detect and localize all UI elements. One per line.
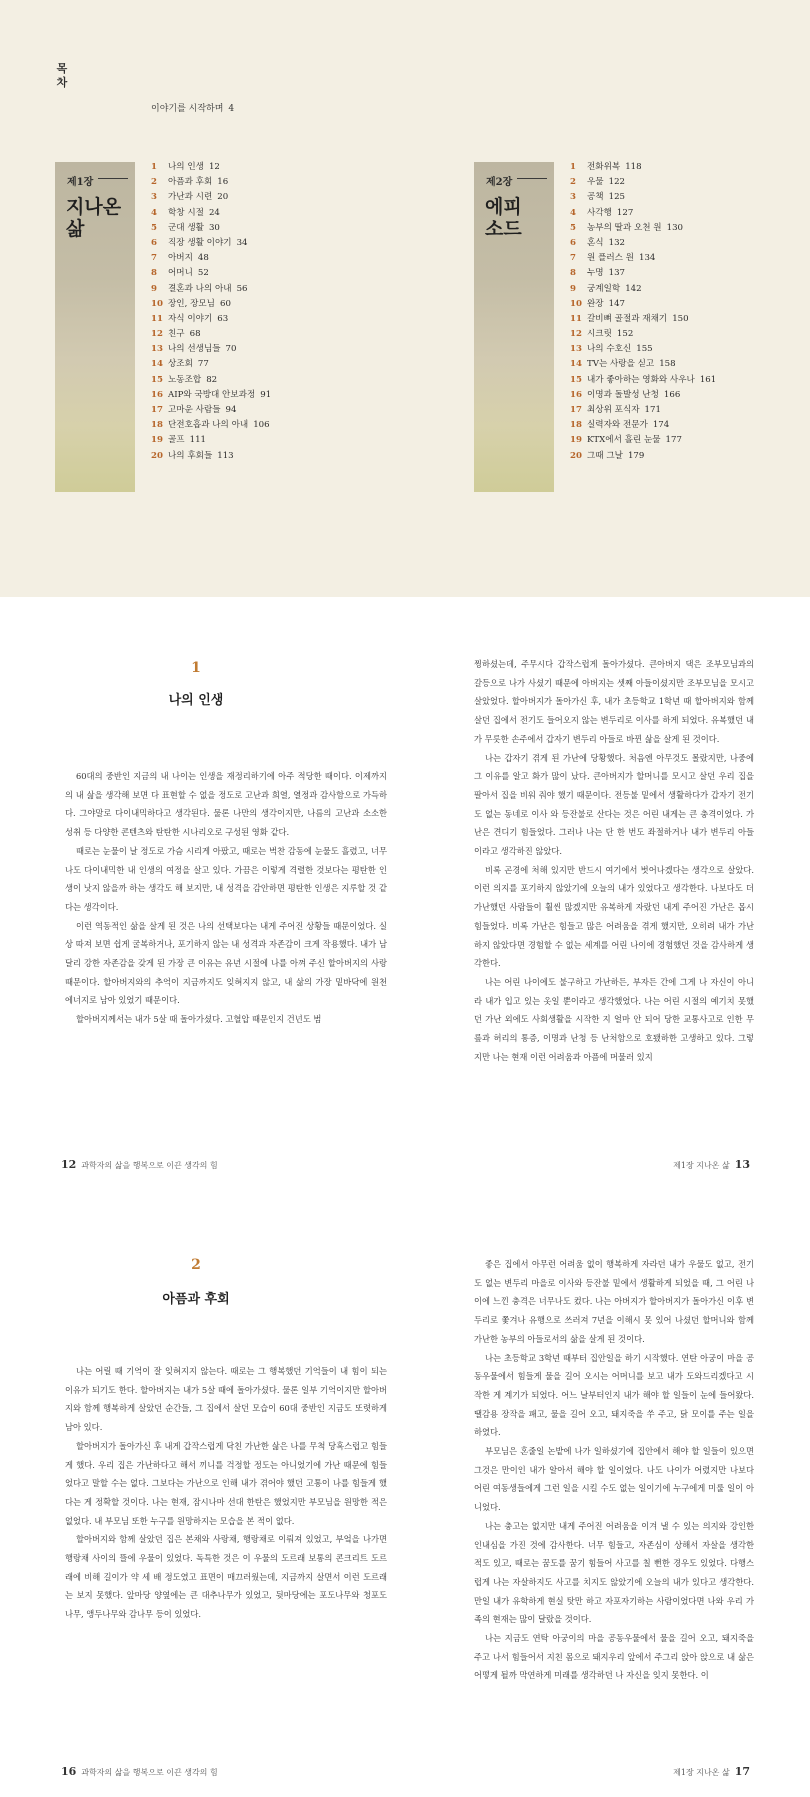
toc-entry[interactable] [570,357,716,372]
toc-entry[interactable] [151,190,271,205]
toc-entry-title: 나의 수호신 [587,344,632,355]
toc-entry-number: 1 [151,162,157,172]
toc-entry-number: 2 [570,177,576,188]
toc-entry[interactable] [570,433,716,448]
toc-entry-page: 161 [699,374,717,385]
body-paragraph: 비록 곤경에 처해 있지만 반드시 여기에서 벗어나겠다는 생각으로 살았다. 이런 의지를 포기하지 않았기에 오늘의 내가 있었다고 생각한다. 나보다도 더 가난했던 사람들이 훨씬 많겠지만 유복하게 자랐던 내게 주어진 가난은 몹시 힘들었다. 비록 가난은 힘들고 많은 어려움을 겪게 했지만, 오히려 내가 가난하지 않았다면 경험할 수 없는 세계를 어린 나이에 경험했던 것을 감사하게 생각한다. [474,864,754,969]
toc-entry-number: 8 [570,268,576,279]
left-page-number: 12 [61,1158,77,1171]
toc-entry[interactable] [570,266,716,281]
toc-entry-page: 34 [236,237,248,248]
right-page-number: 13 [734,1158,750,1171]
toc-entry-title: 상조회 [168,359,193,370]
toc-entry-page: 122 [608,177,626,188]
toc-entry-page: 12 [208,162,220,172]
toc-entry-number: 7 [570,253,576,264]
toc-entry-title: 단전호흡과 나의 아내 [168,420,249,431]
chapter1-number: 제1장 [67,177,94,188]
toc-entry-number: 17 [151,405,163,415]
toc-entry-number: 20 [570,450,582,461]
chapter-section-number: 2 [191,1257,201,1273]
toc-entry-page: 179 [627,450,645,461]
toc-entry-title: 아픔과 후회 [168,177,213,188]
toc-entry-number: 12 [151,329,163,340]
chapter2-title: 에피 소드 [485,196,522,240]
toc-entry-number: 14 [151,359,163,370]
toc-entry-page: 158 [659,359,676,370]
toc-entry-page: 177 [665,435,682,446]
toc-entry-title: 자식 이야기 [168,313,213,324]
chapter-section-title: 아픔과 후회 [162,1292,230,1307]
toc-entry-number: 6 [151,237,157,248]
toc-entry-number: 1 [570,162,576,172]
toc-entry-title: 나의 선생님들 [168,344,221,355]
toc-entry-title: 공책 [587,192,604,203]
toc-entry-page: 134 [638,253,656,264]
left-page-body [65,1362,387,1624]
toc-entry-title: 실력자와 전문가 [587,420,648,431]
toc-entry-number: 9 [570,283,576,294]
chapter1-rule [98,178,128,179]
toc-entry[interactable] [570,327,716,342]
toc-entry-page: 130 [666,222,684,233]
toc-entry[interactable] [151,357,271,372]
left-page-number: 16 [61,1765,77,1778]
toc-entry-title: 직장 생활 이야기 [168,237,232,248]
toc-entry-number: 5 [151,222,157,233]
toc-entry-title: 이명과 돌발성 난청 [587,389,659,400]
body-paragraph: 부모님은 혼줄일 논밭에 나가 일하셨기에 집안에서 해야 할 일들이 있으면 그것은 만이인 내가 알아서 해야 할 일이었다. 나도 나이가 어렸지만 나보다 어린 여동생들에게 그런 일을 시킬 수도 없는 일이기에 누구에게 미룰 일이 아니었다. [474,1446,754,1513]
toc-entry-title: 전화위복 [587,162,621,172]
right-folio [673,1765,755,1778]
toc-entry[interactable] [151,206,271,221]
toc-entry[interactable] [151,236,271,251]
toc-entry[interactable] [151,342,271,357]
toc-entry-number: 8 [151,268,157,279]
toc-entry[interactable] [570,403,716,418]
toc-entry-title: 나의 후회들 [168,450,213,461]
toc-entry-page: 60 [219,298,231,309]
toc-intro-page: 4 [228,104,235,114]
body-paragraph: 나는 초등학교 3학년 때부터 집안일을 하기 시작했다. 연탄 아궁이 마을 공동우물에서 힘들게 물을 길어 오시는 어머니를 보고 내가 도와드리겠다고 시작한 게 계기가 되었다. 어느 날부터인지 내가 해야 할 일들이 눈에 들어왔다. 땔감용 장작을 패고, 물을 길어 오고, 돼지죽을 쑤 주고, 닭 모이를 주는 일을 하였다. [474,1352,754,1438]
toc-entry-number: 13 [570,344,582,355]
body-paragraph: 할아버지가 돌아가신 후 내게 갑작스럽게 닥친 가난한 삶은 나를 무척 당혹스럽고 힘들게 했다. 우리 집은 가난하다고 해서 끼니를 걱정할 정도는 아니었기에 가난 때문에 힘들었다고 말할 수는 없다. 그보다는 가난으로 인해 내가 겪어야 했던 고통이 나를 힘들게 했다는 게 정확할 것이다. 나는 현재, 잠시나마 선대 한탄은 했었지만 부모님을 원망한 적은 없었다. 내 부모님 또한 누구를 원망하지는 모습을 본 적이 없다. [65,1440,387,1526]
page-spread-12-13 [0,597,810,1195]
toc-entry-page: 56 [236,283,248,294]
toc-entry-title: 어머니 [168,268,193,279]
toc-entry[interactable] [151,403,271,418]
toc-entry[interactable] [151,297,271,312]
left-folio [56,1158,218,1171]
right-page-body [474,655,754,1066]
toc-entry[interactable] [570,297,716,312]
chapter1-title: 지나온 삶 [66,196,122,240]
toc-entry-title: 내가 좋아하는 영화와 사우나 [587,374,695,385]
toc-entry-page: 174 [652,420,670,431]
table-of-contents [0,0,810,597]
toc-entry-page: 147 [608,298,626,309]
toc-entry[interactable] [570,388,716,403]
toc-entry[interactable] [570,175,716,190]
toc-entry-title: 그때 그날 [587,450,623,461]
toc-entry[interactable] [570,449,716,464]
toc-entry-page: 30 [208,222,220,233]
toc-entry-title: 완장 [587,298,604,309]
toc-entry-number: 15 [570,374,582,385]
toc-entry-number: 5 [570,222,576,233]
toc-entry-title: AIP와 국방대 안보과정 [168,389,256,400]
right-folio [673,1158,755,1171]
toc-entry[interactable] [570,342,716,357]
toc-entry-page: 111 [189,435,207,446]
toc-entry-page: 152 [616,329,634,340]
toc-entry-number: 20 [151,450,163,461]
toc-entry-page: 106 [253,420,270,431]
toc-entry-title: 갈비뼈 골절과 재채기 [587,313,668,324]
toc-entry-number: 9 [151,283,157,294]
toc-entry-page: 150 [672,313,689,324]
toc-entry-page: 166 [663,389,681,400]
toc-entry[interactable] [151,373,271,388]
book-title: 과학자의 삶을 행복으로 이끈 생각의 힘 [81,1161,218,1170]
toc-entry-page: 155 [636,344,653,355]
toc-entry-page: 113 [217,450,234,461]
toc-entry-number: 19 [151,435,163,446]
toc-entry-page: 118 [625,162,642,172]
body-paragraph: 나는 지금도 연탁 아궁이의 마을 공동우물에서 물을 길어 오고, 돼지죽을 주고 나서 힘들어서 지친 몸으로 돼지우리 앞에서 주그리 앉아 앉으로 내 삶은 어떻게 될까 막연하게 미래를 생각하던 나 자신을 잊지 못한다. 이 [474,1633,754,1681]
toc-entry-title: 아버지 [168,253,193,264]
body-paragraph: 나는 충고는 없지만 내게 주어진 어려움을 이겨 낼 수 있는 의지와 강인한 인내심을 가진 것에 감사한다. 너무 힘들고, 자존심이 상해서 자살을 생각한 적도 있고, 때로는 꿈도를 꿈기 힘들어 사고를 칠 뻔한 경우도 있었다. 다행스럽게 나는 자살하지도 사고를 치지도 않았기에 오늘의 내가 있다고 생각한다. 만일 내가 유학하게 현실 탓만 하고 자포자기하는 사람이었다면 나와 우리 가족의 현재는 많이 달랐을 것이다. [474,1520,754,1625]
toc-entry[interactable] [570,312,716,327]
toc-entry-page: 132 [608,237,626,248]
toc-entry-page: 20 [217,192,229,203]
running-head: 제1장 지나온 삶 [673,1161,730,1170]
toc-entry-page: 24 [208,207,220,218]
chapter2-rule [517,178,547,179]
toc-entry[interactable] [570,236,716,251]
toc-entry[interactable] [570,190,716,205]
running-head: 제1장 지나온 삶 [673,1768,730,1777]
toc-entry-title: KTX에서 흘린 눈물 [587,435,661,446]
toc-entry-number: 11 [151,313,163,324]
toc-entry[interactable] [151,282,271,297]
toc-entry-page: 68 [189,329,201,340]
toc-entry-title: 고마운 사람들 [168,405,221,415]
toc-entry[interactable] [151,266,271,281]
chapter1-toc-list [151,160,271,464]
toc-entry-number: 16 [151,389,163,400]
body-paragraph: 나는 갑자기 겪게 된 가난에 당황했다. 처음엔 아무것도 몰랐지만, 나중에 그 이유를 알고 화가 많이 났다. 큰아버지가 할머니를 모시고 살던 우리 집을 팔아서 집을 비워 줘야 했기 때문이다. 전등불 밑에서 생활하다가 갑자기 전기도 없는 동네로 이사 와 등잔불로 산다는 것은 어린 내게는 큰 충격이었다. 가난은 견디기 힘들었다. 그러나 나는 단 한 번도 좌절하거나 내가 변두리 아들이라고 생각하진 않았다. [474,752,754,857]
toc-entry[interactable] [151,312,271,327]
toc-entry-number: 3 [151,192,157,203]
right-page-number: 17 [734,1765,750,1778]
chapter1-block [55,162,135,492]
right-page-body [474,1255,754,1685]
body-paragraph: 할아버지께서는 내가 5살 때 돌아가셨다. 고혈압 때문인지 건넌도 범 [76,1014,322,1025]
toc-entry[interactable] [151,388,271,403]
toc-entry-page: 127 [616,207,634,218]
toc-entry-title: 결혼과 나의 아내 [168,283,232,294]
toc-entry[interactable] [151,251,271,266]
body-paragraph: 이런 역동적인 삶을 살게 된 것은 나의 선택보다는 내게 주어진 상황들 때문이었다. 실상 따져 보면 쉽게 굴복하거나, 포기하지 않는 내 성격과 자존감이 크게 작용했다. 내가 남달리 강한 자존감을 갖게 된 가장 큰 이유는 유년 시절에 나를 아껴 주신 할아버지의 사랑 때문이다. 할아버지와의 추억이 지금까지도 잊혀지지 않고, 내 삶의 가장 밑바닥에 원천 에너지로 남아 있었기 때문이다. [65,920,387,1006]
body-paragraph: 때로는 눈물이 날 정도로 가슴 시리게 아팠고, 때로는 벅찬 감동에 눈물도 흘렸고, 너무나도 다이내믹한 내 인생의 여정을 살고 있다. 가끔은 이렇게 격렬한 것보다는 평탄한 인생이 낫지 않을까 하는 생각도 해 보지만, 내 성격을 감안하면 평탄한 인생은 지루할 것 같다는 생각이다. [65,845,387,912]
toc-entry-page: 142 [625,283,642,294]
toc-intro-label: 이야기를 시작하며 [151,104,224,114]
toc-entry-number: 18 [151,420,163,431]
toc-entry[interactable] [151,418,271,433]
toc-entry-title: 장인, 장모님 [168,298,215,309]
toc-entry-number: 10 [570,298,582,309]
toc-entry-number: 11 [570,313,582,324]
toc-entry-title: 학창 시절 [168,207,204,218]
toc-entry-title: 군대 생활 [168,222,204,233]
toc-entry-page: 82 [206,374,218,385]
toc-entry[interactable] [151,433,271,448]
left-folio [56,1765,218,1778]
body-paragraph: 찡하셨는데, 주무시다 갑작스럽게 돌아가셨다. 큰아버지 댁은 조부모님과의 갈등으로 나가 사셨기 때문에 아버지는 셋째 아들이셨지만 조부모님을 모시고 살았었다. 할아버지가 돌아가신 후, 내가 초등학교 1학년 때 할아버지와 함께 살던 집에서 전기도 들어오지 않는 변두리로 이사를 하게 되었다. 유복했던 내가 무릇한 손주에서 갑자기 변두리 아들로 바뀐 삶을 살게 된 것이다. [474,659,754,744]
toc-entry[interactable] [570,418,716,433]
toc-entry-page: 137 [608,268,626,279]
toc-entry-number: 12 [570,329,582,340]
toc-entry-title: 가난과 시련 [168,192,213,203]
toc-entry-title: 친구 [168,329,185,340]
toc-entry[interactable] [151,221,271,236]
toc-entry[interactable] [570,373,716,388]
toc-entry-number: 18 [570,420,582,431]
chapter2-block [474,162,554,492]
toc-entry[interactable] [570,206,716,221]
toc-entry-title: TV는 사랑을 싣고 [587,359,655,370]
toc-intro-entry[interactable] [151,101,234,114]
chapter-section-number: 1 [191,660,201,676]
toc-entry[interactable] [570,221,716,236]
toc-entry-page: 77 [197,359,209,370]
toc-entry[interactable] [151,175,271,190]
toc-entry-title: 원 플러스 원 [587,253,634,264]
toc-entry-title: 사각행 [587,207,612,218]
toc-entry-number: 17 [570,405,582,415]
body-paragraph: 나는 어릴 때 기억이 잘 잊혀지지 않는다. 때로는 그 행복했던 기억들이 내 힘이 되는 이유가 되기도 한다. 할아버지는 내가 5살 때에 돌아가셨다. 물론 일부 기억이지만 할아버지와 함께 행복하게 살았던 순간들, 그 집에서 살던 모습이 60대 중반인 지금도 또렷하게 남아 있다. [65,1366,387,1433]
toc-entry-page: 16 [217,177,229,188]
toc-entry-number: 15 [151,374,163,385]
toc-entry[interactable] [151,327,271,342]
toc-entry-page: 125 [608,192,626,203]
toc-entry-number: 10 [151,298,163,309]
toc-entry-page: 70 [225,344,237,355]
toc-entry-number: 2 [151,177,157,188]
toc-entry-page: 52 [197,268,209,279]
toc-entry[interactable] [570,282,716,297]
toc-entry-number: 6 [570,237,576,248]
left-page-body [65,767,387,1029]
toc-entry-number: 13 [151,344,163,355]
toc-entry-page: 171 [644,405,661,415]
toc-entry-title: 최상위 포식자 [587,405,640,415]
page-spread-16-17 [0,1195,810,1797]
toc-entry-number: 16 [570,389,582,400]
toc-entry-title: 골프 [168,435,185,446]
toc-entry[interactable] [151,449,271,464]
toc-entry-number: 14 [570,359,582,370]
chapter2-number: 제2장 [486,177,513,188]
toc-entry-number: 4 [570,207,576,218]
toc-entry-title: 누명 [587,268,604,279]
toc-entry-title: 궁계일학 [587,283,621,294]
toc-entry[interactable] [151,160,271,175]
chapter2-toc-list [570,160,716,464]
body-paragraph: 60대의 중반인 지금의 내 나이는 인생을 재정리하기에 아주 적당한 때이다. 이제까지의 내 삶을 생각해 보면 다 표현할 수 없을 정도로 고난과 희열, 열정과 감사함으로 가득하다. 그야말로 다이내믹하다고 생각된다. 물론 나만의 생각이지만, 나름의 고난과 소소한 성취 등 다양한 콘텐츠와 탄탄한 시나리오로 구성된 영화 같다. [65,771,387,838]
toc-entry-page: 48 [197,253,209,264]
toc-entry-title: 나의 인생 [168,162,204,172]
chapter-section-title: 나의 인생 [168,693,224,708]
toc-entry-title: 노동조합 [168,374,202,385]
book-title: 과학자의 삶을 행복으로 이끈 생각의 힘 [81,1768,218,1777]
toc-entry-number: 4 [151,207,157,218]
toc-entry[interactable] [570,251,716,266]
toc-entry[interactable] [570,160,716,175]
toc-entry-page: 94 [225,405,237,415]
toc-entry-number: 19 [570,435,582,446]
toc-entry-page: 91 [260,389,272,400]
toc-entry-title: 혼식 [587,237,604,248]
toc-entry-title: 시크릿 [587,329,612,340]
toc-entry-number: 7 [151,253,157,264]
body-paragraph: 할아버지와 함께 살았던 집은 본채와 사랑채, 행랑채로 이뤄져 있었고, 부엌을 나가면 행랑채 사이의 뜰에 우물이 있었다. 독특한 것은 이 우물의 도르래 보통의 콘크리트 도르래에 비해 길이가 약 세 배 정도였고 표면이 매끄러웠는데, 지금까지 살면서 이런 도르래는 보지 못했다. 앞마당 양옆에는 큰 대추나무가 있었고, 뒷마당에는 포도나무와 청포도 나무, 앵두나무와 감나무 등이 있었다. [65,1534,387,1620]
toc-entry-number: 3 [570,192,576,203]
toc-heading: 목 차 [56,62,68,89]
toc-entry-title: 우물 [587,177,604,188]
body-paragraph: 나는 어린 나이에도 불구하고 가난하든, 부자든 간에 그게 나 자신이 아니라 내가 입고 있는 옷일 뿐이라고 생각했었다. 나는 어린 시절의 예기치 못했던 가난 외에도 사회생활을 시작한 지 얼마 안 되어 당한 교통사고로 인한 무릎과 허리의 통증, 이명과 난청 등 난처함으로 호됐하한 고생하고 있다. 그렇지만 나는 현재 이런 어려움과 아픔에 머물러 있지 [474,976,754,1062]
toc-entry-title: 농부의 딸과 오천 원 [587,222,662,233]
body-paragraph: 좋은 집에서 아무런 어려움 없이 행복하게 자라던 내가 우물도 없고, 전기도 없는 변두리 마을로 이사와 등잔불 밑에서 생활하게 되었을 때, 그 어린 나이에 느낀 충격은 너무나도 컸다. 나는 아버지가 할아버지가 돌아가신 이후 변두리로 쫓겨나 유행으로 쓰러져 7년을 이해시 못 있어 나셨던 할머니와 함께 가난한 농부의 아들로서의 삶을 살게 된 것이다. [474,1259,754,1344]
toc-entry-page: 63 [217,313,229,324]
